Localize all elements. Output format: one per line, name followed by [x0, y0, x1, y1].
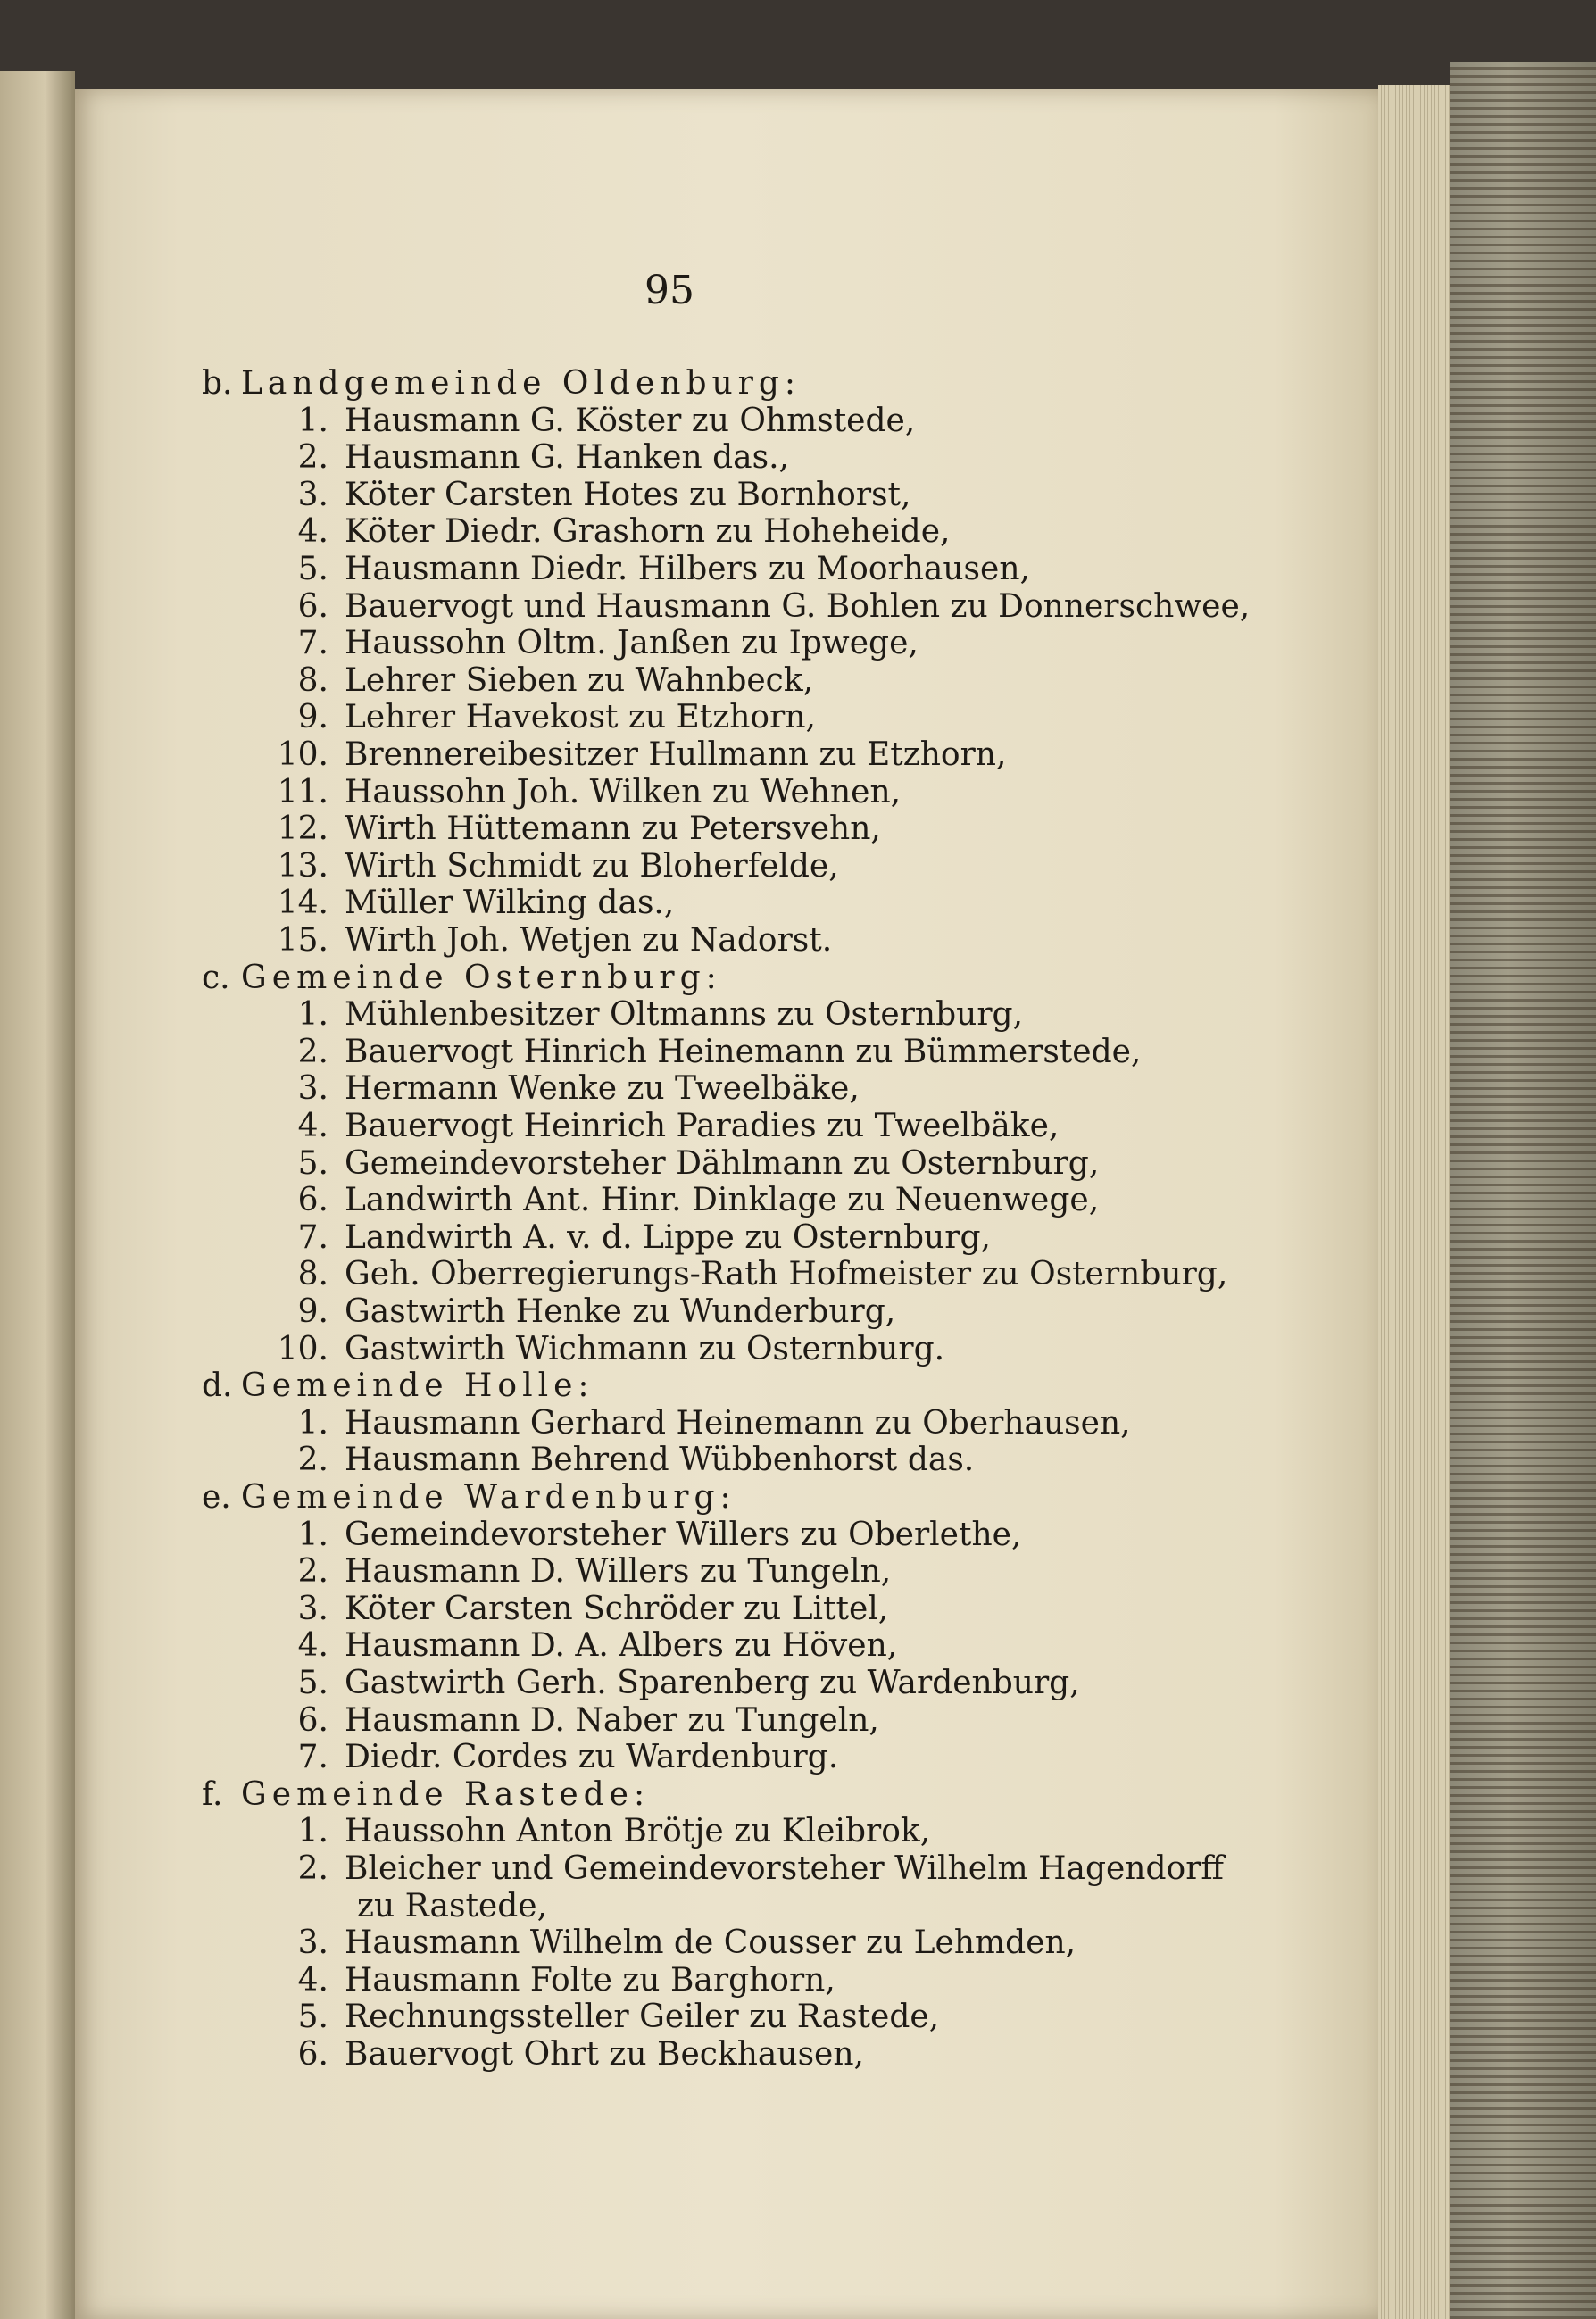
item-number: 3. [297, 1070, 328, 1108]
item-number: 4. [297, 1108, 328, 1144]
item-text: Bauervogt Ohrt zu Beckhausen, [345, 2036, 864, 2073]
section-heading [202, 364, 801, 403]
item-text: Köter Carsten Hotes zu Bornhorst, [345, 476, 911, 513]
item-text: Haussohn Joh. Wilken zu Wehnen, [345, 773, 902, 810]
item-text: Wirth Schmidt zu Bloherfelde, [345, 847, 839, 885]
section-title: Gemeinde Wardenburg: [241, 1479, 736, 1516]
item-number: 1. [297, 402, 328, 439]
item-text: Wirth Hüttemann zu Petersvehn, [345, 810, 881, 848]
item-number: 7. [297, 625, 328, 662]
item-text: Haussohn Anton Brötje zu Kleibrok, [345, 1813, 931, 1850]
item-text: Hausmann G. Köster zu Ohmstede, [345, 402, 916, 439]
item-number: 5. [297, 1144, 328, 1182]
item-text: Wirth Joh. Wetjen zu Nadorst. [345, 922, 833, 959]
item-number: 12. [277, 810, 328, 848]
item-text: Lehrer Sieben zu Wahnbeck, [345, 661, 814, 699]
item-text: Bauervogt Heinrich Paradies zu Tweelbäke, [345, 1108, 1060, 1144]
item-number: 6. [297, 587, 328, 625]
section-title: Gemeinde Holle: [241, 1367, 594, 1405]
item-number: 5. [297, 1999, 328, 2036]
item-text: Gastwirth Henke zu Wunderburg, [345, 1293, 896, 1330]
section-heading [202, 959, 722, 998]
item-number: 10. [277, 736, 328, 773]
item-text: Bleicher und Gemeindevorsteher Wilhelm Hagendorff [345, 1850, 1224, 1887]
item-text: Hausmann Wilhelm de Cousser zu Lehmden, [345, 1924, 1076, 1962]
item-number: 2. [297, 1850, 328, 1887]
section-letter: b. [202, 365, 233, 402]
item-number: 8. [297, 661, 328, 699]
section-heading [202, 1478, 736, 1517]
item-text: Hausmann G. Hanken das., [345, 439, 789, 477]
item-number: 1. [297, 1813, 328, 1850]
item-text: Hausmann Folte zu Barghorn, [345, 1961, 835, 1999]
item-number: 2. [297, 1442, 328, 1479]
item-number: 3. [297, 476, 328, 513]
item-number: 4. [297, 1627, 328, 1665]
item-text: Gastwirth Wichmann zu Osternburg. [345, 1330, 945, 1367]
section-letter: e. [202, 1479, 231, 1516]
page-number: 95 [644, 268, 694, 313]
item-text: Geh. Oberregierungs-Rath Hofmeister zu Osternburg, [345, 1256, 1228, 1293]
item-number: 3. [297, 1924, 328, 1962]
item-text: Köter Carsten Schröder zu Littel, [345, 1590, 889, 1627]
item-text: Gemeindevorsteher Willers zu Oberlethe, [345, 1516, 1022, 1553]
item-number: 9. [297, 699, 328, 736]
item-number: 5. [297, 551, 328, 587]
item-text: Köter Diedr. Grashorn zu Hoheheide, [345, 513, 951, 551]
item-number: 1. [297, 1516, 328, 1553]
section-heading [202, 1367, 594, 1406]
item-number: 1. [297, 996, 328, 1034]
section-letter: f. [202, 1775, 223, 1813]
section-heading [202, 1775, 650, 1815]
item-text: Gastwirth Gerh. Sparenberg zu Wardenburg, [345, 1665, 1080, 1701]
item-text: Bauervogt und Hausmann G. Bohlen zu Donnerschwee, [345, 587, 1251, 625]
item-text: Landwirth A. v. d. Lippe zu Osternburg, [345, 1218, 991, 1256]
item-text: Landwirth Ant. Hinr. Dinklage zu Neuenwege, [345, 1182, 1100, 1219]
item-text: Brennereibesitzer Hullmann zu Etzhorn, [345, 736, 1007, 773]
item-text: Mühlenbesitzer Oltmanns zu Osternburg, [345, 996, 1024, 1034]
item-text: Hausmann D. A. Albers zu Höven, [345, 1627, 898, 1665]
section-letter: c. [202, 959, 230, 996]
item-text: Müller Wilking das., [345, 885, 675, 922]
item-text: Hausmann Diedr. Hilbers zu Moorhausen, [345, 551, 1030, 587]
item-text: Hausmann Gerhard Heinemann zu Oberhausen, [345, 1404, 1131, 1442]
item-text: Diedr. Cordes zu Wardenburg. [345, 1739, 839, 1776]
item-number: 6. [297, 2036, 328, 2073]
item-text: Gemeindevorsteher Dählmann zu Osternburg, [345, 1144, 1100, 1182]
item-text: Hermann Wenke zu Tweelbäke, [345, 1070, 860, 1108]
item-number: 11. [277, 773, 328, 810]
item-number: 3. [297, 1590, 328, 1627]
item-number: 4. [297, 513, 328, 551]
section-title: Gemeinde Rastede: [241, 1775, 651, 1813]
section-title: Landgemeinde Oldenburg: [241, 365, 802, 402]
item-text: Lehrer Havekost zu Etzhorn, [345, 699, 816, 736]
item-number: 4. [297, 1961, 328, 1999]
item-number: 8. [297, 1256, 328, 1293]
item-number: 6. [297, 1701, 328, 1739]
item-text: Bauervogt Hinrich Heinemann zu Bümmerstede, [345, 1033, 1142, 1070]
item-number: 10. [277, 1330, 328, 1367]
item-number: 9. [297, 1293, 328, 1330]
item-number: 2. [297, 1553, 328, 1591]
item-number: 6. [297, 1182, 328, 1219]
item-number: 7. [297, 1218, 328, 1256]
item-text: Rechnungssteller Geiler zu Rastede, [345, 1999, 940, 2036]
section-title: Gemeinde Osternburg: [241, 959, 722, 996]
item-number: 2. [297, 439, 328, 477]
item-continuation: zu Rastede, [357, 1887, 548, 1924]
item-text: Hausmann D. Naber zu Tungeln, [345, 1701, 879, 1739]
item-text: Hausmann Behrend Wübbenhorst das. [345, 1442, 975, 1479]
item-text: Hausmann D. Willers zu Tungeln, [345, 1553, 892, 1591]
item-number: 7. [297, 1739, 328, 1776]
item-number: 1. [297, 1404, 328, 1442]
item-number: 2. [297, 1033, 328, 1070]
item-number: 13. [277, 847, 328, 885]
section-letter: d. [202, 1367, 233, 1405]
item-number: 5. [297, 1665, 328, 1701]
item-number: 15. [277, 922, 328, 959]
item-text: Haussohn Oltm. Janßen zu Ipwege, [345, 625, 919, 662]
item-number: 14. [277, 885, 328, 922]
